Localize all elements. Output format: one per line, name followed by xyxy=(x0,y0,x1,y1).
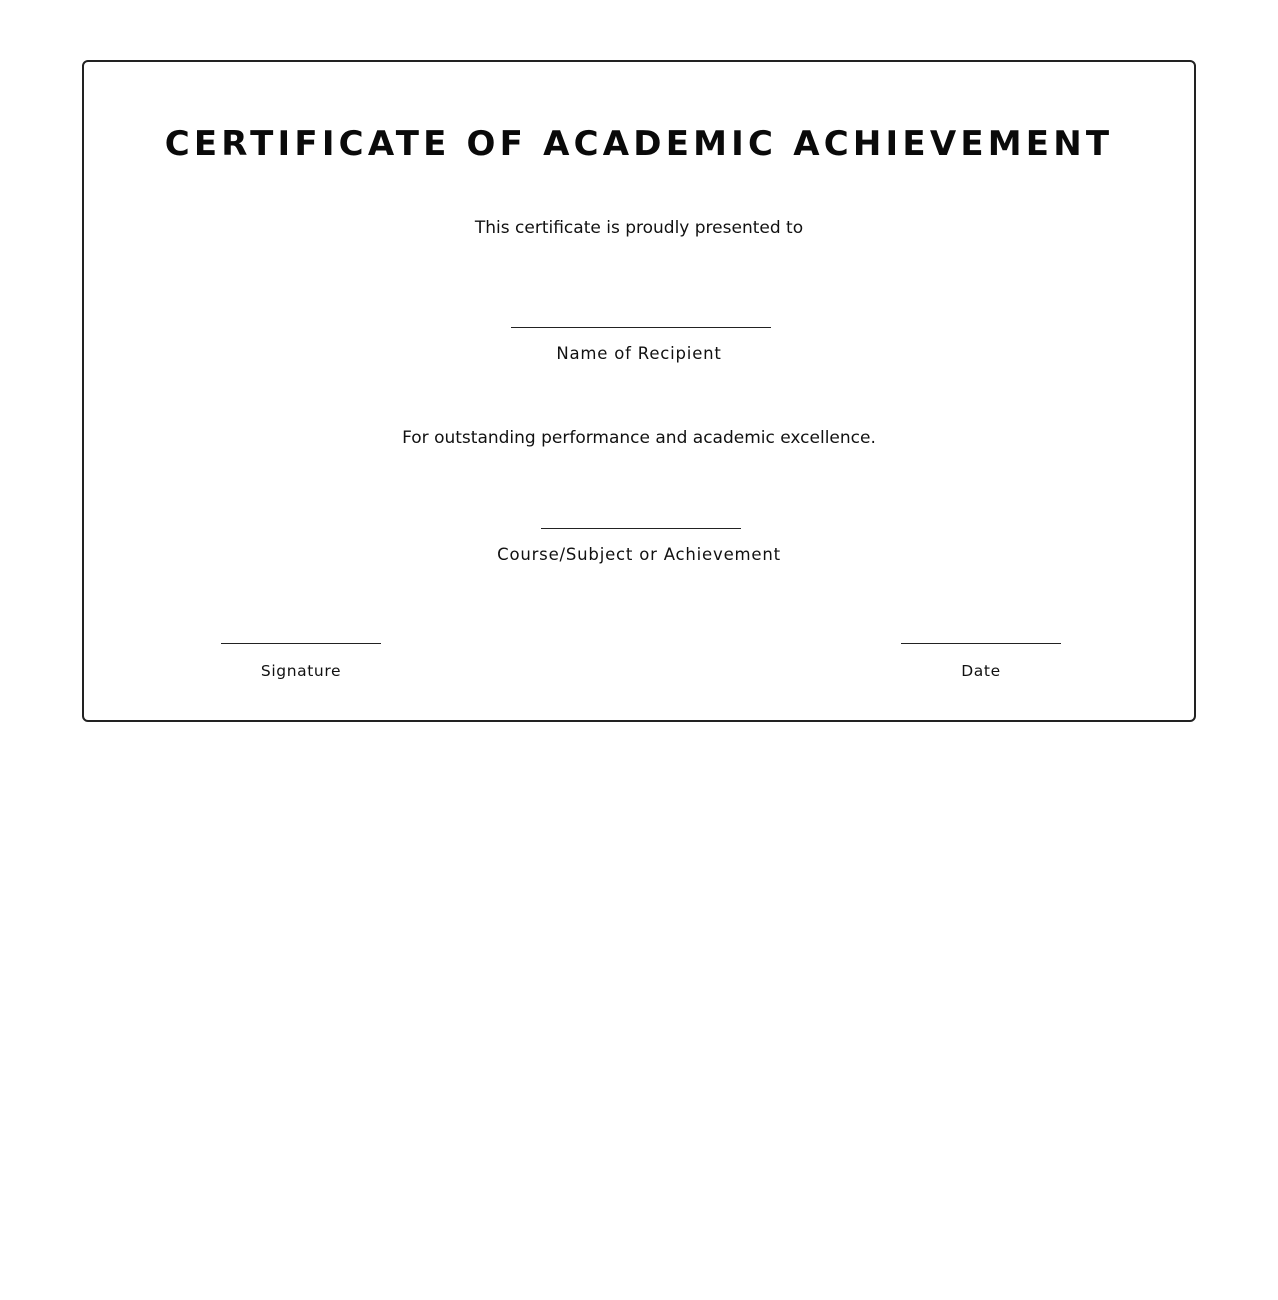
date-label: Date xyxy=(961,662,1001,680)
recipient-name-line xyxy=(511,327,771,328)
course-line xyxy=(541,528,741,529)
recipient-name-label: Name of Recipient xyxy=(556,344,722,363)
course-label: Course/Subject or Achievement xyxy=(497,545,781,564)
achievement-reason-text: For outstanding performance and academic excellence. xyxy=(402,428,876,448)
date-line xyxy=(901,643,1061,644)
presented-to-text: This certificate is proudly presented to xyxy=(474,218,804,238)
certificate-frame xyxy=(82,60,1196,722)
signature-label: Signature xyxy=(260,662,342,680)
signature-line xyxy=(221,643,381,644)
certificate-title: CERTIFICATE OF ACADEMIC ACHIEVEMENT xyxy=(164,124,1114,164)
